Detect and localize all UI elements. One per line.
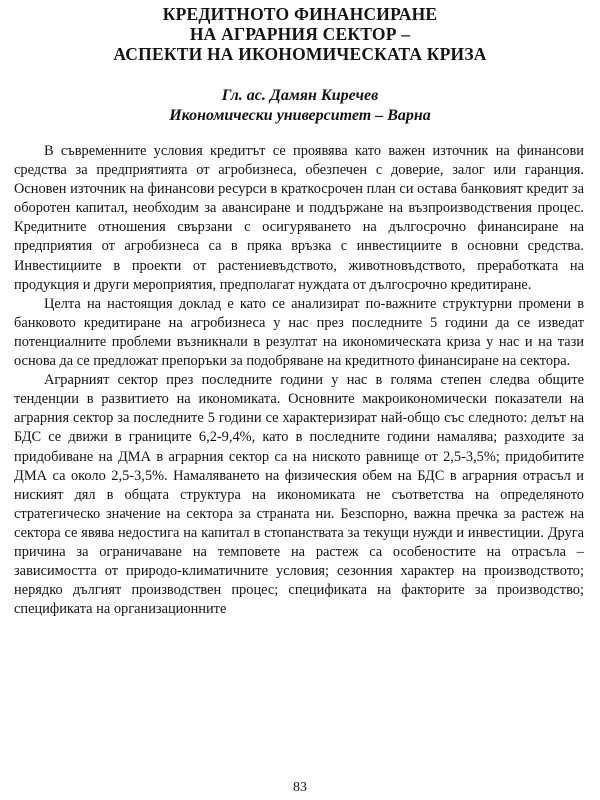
- title-line-2: НА АГРАРНИЯ СЕКТОР –: [189, 24, 411, 44]
- paper-title: [40, 4, 560, 64]
- author-block: [40, 86, 560, 126]
- title-line-1: КРЕДИТНОТО ФИНАНСИРАНЕ: [162, 4, 438, 24]
- paragraph-3: Аграрният сектор през последните години у нас в голяма степен следва общите тенденции в развитието на икономиката. Основните макроикономически показатели на аграрния сектор за последните 5 години се характеризират най-общо със следното: делът на БДС се движи в границите 6,2-9,4%, като в последните години намалява; разходите за придобиване на ДМА в аграрния сектор са на ниското равнище от 2,5-3,5%; придобитите ДМА са около 2,5-3,5%. Намаляването на физическия обем на БДС в аграрния отрасъл и ниският дял в общата структура на икономиката не съответства на определяното стратегическо значение на сектора за страната ни. Безспорно, важна пречка за растеж на сектора се явява недостига на капитал в стопанствата за текущи нужди и инвестиции. Друга причина за ограничаване на темповете на растеж са особеностите на отрасъла – зависимостта от природо-климатичните условия; сезонния характер на производството; нерядко дългият производствен процес; спецификата на факторите за производство; спецификата на организационните: [14, 372, 584, 618]
- body-text: [14, 142, 584, 619]
- author-name: Гл. ас. Дамян Киречев: [221, 87, 379, 104]
- author-affiliation: Икономически университет – Варна: [169, 107, 431, 124]
- title-line-3: АСПЕКТИ НА ИКОНОМИЧЕСКАТА КРИЗА: [113, 44, 487, 64]
- page-number: 83: [293, 780, 307, 795]
- paragraph-1: В съвременните условия кредитът се проявява като важен източник на финансови средства за предприятията от агробизнеса, обезпечен с доверие, залог или гаранция. Основен източник на финансови ресурси в краткосрочен план си остава банковият кредит за оборотен капитал, необходим за авансиране и поддържане на възпроизводствения процес. Кредитните отношения свързани с осигуряването на дългосрочно финансиране на предприятия от агробизнеса са в пряка връзка с инвестициите в основни средства. Инвестициите в проекти от растениевъдството, животновъдството, преработката на продукция и други мероприятия, предполагат нуждата от дългосрочно кредитиране.: [14, 143, 584, 293]
- paragraph-2: Целта на настоящия доклад е като се анализират по-важните структурни промени в банковото кредитиране на агробизнеса у нас през последните 5 години да се изведат потенциалните проблеми възникнали в резултат на икономическата криза у нас и на тази основа да се предложат препоръки за подобряване на кредитното финансиране на сектора.: [14, 295, 584, 370]
